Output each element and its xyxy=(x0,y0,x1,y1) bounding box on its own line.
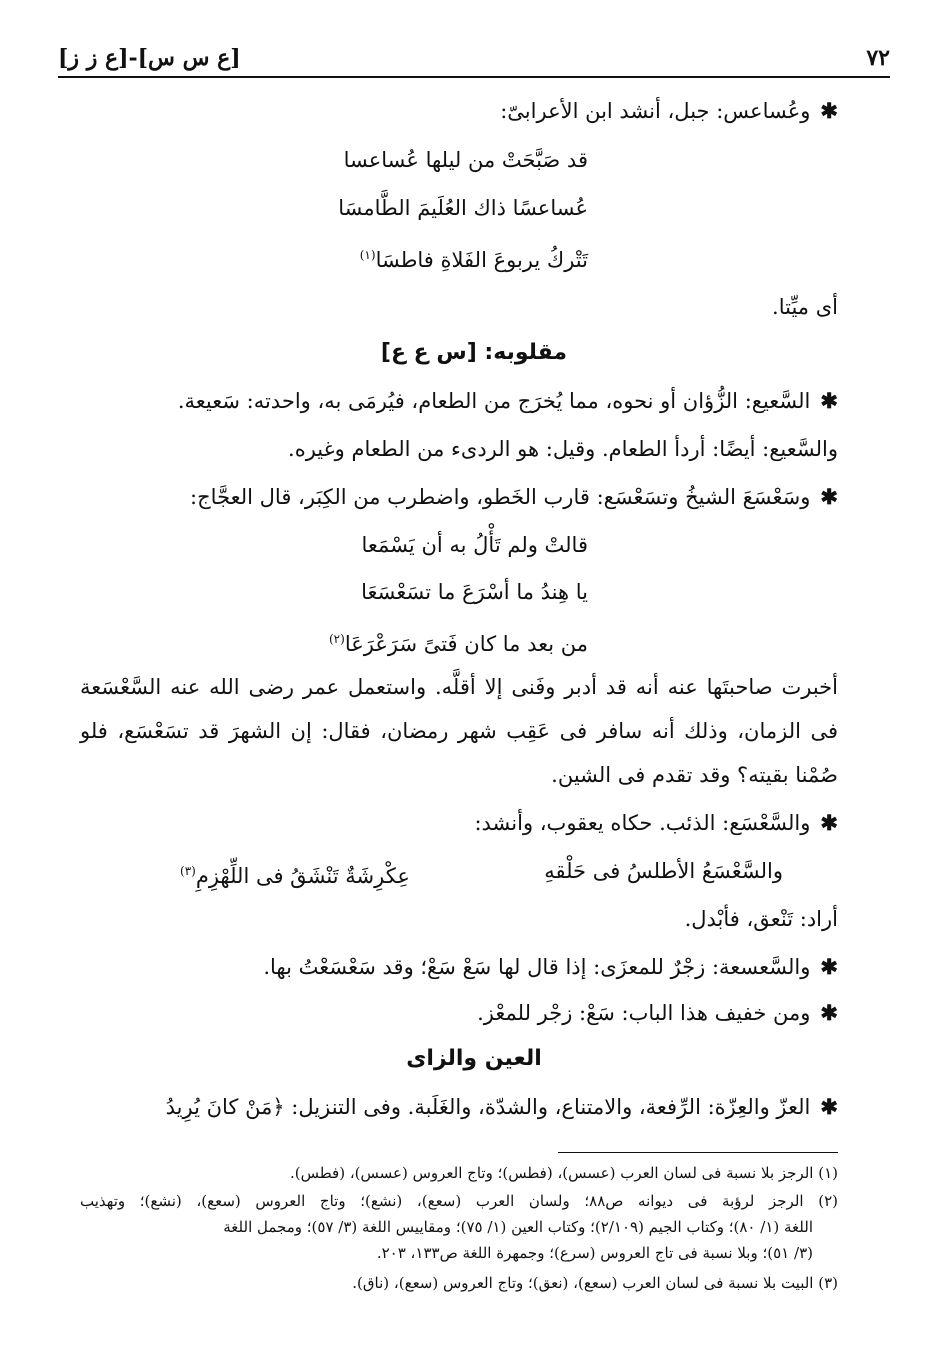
footnote: (٣/ ٥١)؛ وبلا نسبة فى تاج العروس (سرع)؛ وجمهرة اللغة ص١٣٣، ٢٠٣. xyxy=(376,1244,813,1262)
entry-line: أراد: تَنْعق، فأبْدل. xyxy=(684,907,838,931)
verse-line: يا هِندُ ما أسْرَعَ ما تسَعْسَعَا xyxy=(361,580,588,604)
verse-hemistich-right: والسَّعْسَعُ الأطلسُ فى حَلْقهِ xyxy=(544,859,783,883)
asterisk-icon: ✱ xyxy=(820,810,838,835)
footnote-marker: (١) xyxy=(359,248,376,262)
paragraph-line: أخبرت صاحبتَها عنه أنه قد أدبر وفَنى إلا أقلَّه. واستعمل عمر رضى الله عنه السَّعْسَعة xyxy=(80,675,838,699)
page-header xyxy=(58,40,890,76)
asterisk-icon: ✱ xyxy=(820,484,838,509)
page-number: ٧٢ xyxy=(866,45,890,71)
asterisk-icon: ✱ xyxy=(820,388,838,413)
verse-hemistich-left: عِكْرِشَةٌ تَنْشَقُ فى اللِّهْزِمِ$^{(٣)}$ xyxy=(180,864,410,888)
entry-line: والسَّعيع: أيضًا: أردأ الطعام. وقيل: هو الردىء من الطعام وغيره. xyxy=(288,437,838,461)
verse-line: تَتْركُ يربوعَ الفَلاةِ فاطسَا$^{(١)}$ xyxy=(359,248,588,272)
paragraph-line: فى الزمان، وذلك أنه سافر فى عَقِب شهر رمضان، فقال: إن الشهرَ قد تسَعْسَع، فلو xyxy=(80,719,838,743)
entry-line: ✱العزّ والعِزّة: الرِّفعة، والامتناع، والشدّة، والغَلَبة. وفى التنزيل: ﴿مَنْ كانَ يُرِيدُ xyxy=(165,1094,838,1119)
footnote-marker: (٢) xyxy=(328,632,345,646)
entry-line: ✱ومن خفيف هذا الباب: سَعْ: زجْر للمعْز. xyxy=(477,1000,838,1025)
footnote: (٢) الرجز لرؤبة فى ديوانه ص٨٨؛ ولسان العرب (سعع)، (نشع)؛ وتاج العروس (سعع)، (نشع)؛ وتهذيب xyxy=(80,1192,838,1210)
entry-line: ✱السَّعيع: الزُّؤان أو نحوه، مما يُخرَج من الطعام، فيُرمَى به، واحدته: سَعيعة. xyxy=(177,388,838,413)
asterisk-icon: ✱ xyxy=(820,98,838,123)
entry-line: ✱وسَعْسَعَ الشيخُ وتسَعْسَع: قارب الخَطو، واضطرب من الكِبَر، قال العجَّاج: xyxy=(190,484,838,509)
entry-line: ✱والسَّعسعة: زجْرٌ للمعزَى: إذا قال لها سَعْ سَعْ؛ وقد سَعْسَعْتُ بها. xyxy=(263,954,838,979)
asterisk-icon: ✱ xyxy=(820,1094,838,1119)
asterisk-icon: ✱ xyxy=(820,954,838,979)
verse-line: عُساعسًا ذاك العُلَيمَ الطَّامسَا xyxy=(338,196,588,220)
paragraph-line: صُمْنا بقيته؟ وقد تقدم فى الشين. xyxy=(551,763,838,787)
footnote-marker: (٣) xyxy=(180,864,196,878)
footnote: (٣) البيت بلا نسبة فى لسان العرب (سعع)، (نعق)؛ وتاج العروس (سعع)، (ناق). xyxy=(352,1274,838,1292)
verse-line: قالتْ ولم تَأْلُ به أن يَسْمَعا xyxy=(361,533,588,557)
footnote-rule xyxy=(558,1152,838,1153)
entry-line: ✱وعُساعس: جبل، أنشد ابن الأعرابىّ: xyxy=(500,98,838,123)
entry-line: أى ميِّتا. xyxy=(772,295,838,319)
footnote: اللغة (١/ ٨٠)؛ وكتاب الجيم (٢/١٠٩)؛ وكتاب العين (١/ ٧٥)؛ ومقاييس اللغة (٣/ ٥٧)؛ ومجمل اللغة xyxy=(223,1218,813,1236)
verse-line: قد صَبَّحَتْ من ليلها عُساعسا xyxy=(343,148,588,172)
asterisk-icon: ✱ xyxy=(820,1000,838,1025)
entry-line: ✱والسَّعْسَع: الذئب. حكاه يعقوب، وأنشد: xyxy=(474,810,838,835)
verse-line: من بعد ما كان فَتىً سَرَعْرَعَا$^{(٢)}$ xyxy=(328,632,588,656)
section-heading: مقلوبه: [س ع ع] xyxy=(380,340,568,365)
header-rule xyxy=(58,76,890,78)
running-title: [ع س س]-[ع ز ز] xyxy=(58,45,241,71)
footnote: (١) الرجز بلا نسبة فى لسان العرب (عسس)، (فطس)؛ وتاج العروس (عسس)، (فطس). xyxy=(289,1164,838,1182)
section-heading: العين والزاى xyxy=(406,1046,542,1071)
